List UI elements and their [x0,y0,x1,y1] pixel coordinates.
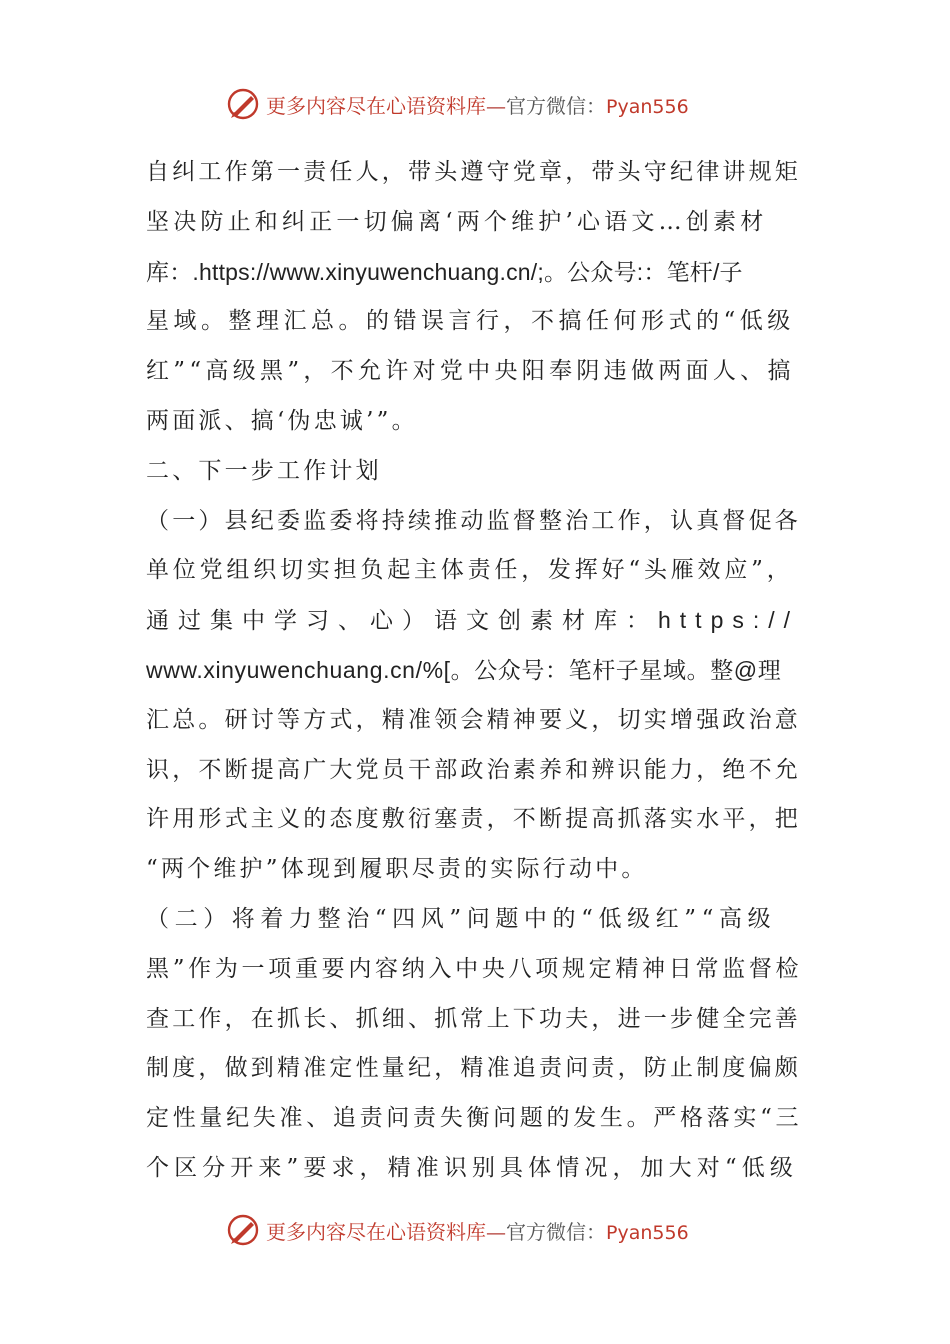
text-line: 坚决防止和纠正一切偏离‘两个维护’心语文…创素材 [146,208,768,235]
text-line: 制度，做到精准定性量纪，精准追责问责，防止制度偏颇 [146,1055,801,1082]
text-line: 库：.https://www.xinyuwenchuang.cn/;。公众号:：笔杆/子 [146,258,743,285]
header-banner [0,84,950,124]
footer-banner [0,1210,950,1250]
text-line: 两面派、搞‘伪忠诚’”。 [146,407,418,434]
pen-logo-icon [226,87,260,121]
document-body [146,148,806,1194]
text-line: 自纠工作第一责任人，带头遵守党章，带头守纪律讲规矩 [146,159,801,185]
banner-title: 更多内容尽在心语资料库 [266,93,486,118]
text-line: 个区分开来”要求，精准识别具体情况，加大对“低级 [146,1154,798,1181]
pen-logo-icon [226,1213,260,1247]
text-line: （二）将着力整治“四风”问题中的“低级红”“高级 [146,905,777,932]
text-line: 查工作，在抓长、抓细、抓常上下功夫，进一步健全完善 [146,1005,801,1032]
text-line: 星域。整理汇总。的错误言行，不搞任何形式的“低级 [146,308,795,335]
banner-text [266,1216,689,1245]
text-line: （一）县纪委监委将持续推动监督整治工作，认真督促各 [146,507,801,534]
text-line: www.xinyuwenchuang.cn/%[。公众号：笔杆子星域。整@理 [146,656,782,683]
text-line: 定性量纪失准、追责问责失衡问题的发生。严格落实“三 [146,1105,803,1132]
text-line: 许用形式主义的态度敷衍塞责，不断提高抓落实水平，把 [146,806,801,833]
banner-wechat-id: Pyan556 [606,1221,689,1244]
banner-dash: — [486,93,506,118]
section-heading: 二、下一步工作计划 [146,457,382,484]
banner-wechat-label: 官方微信： [506,93,606,118]
banner-wechat-label: 官方微信： [506,1219,606,1244]
text-line: “两个维护”体现到履职尽责的实际行动中。 [146,856,648,883]
text-line: 单位党组织切实担负起主体责任，发挥好“头雁效应”， [146,557,794,584]
text-line: 汇总。研讨等方式，精准领会精神要义，切实增强政治意 [146,706,801,733]
banner-text [266,90,689,119]
text-line: 通过集中学习、心）语文创素材库：https:// [146,607,800,634]
text-line: 识，不断提高广大党员干部政治素养和辨识能力，绝不允 [146,756,801,783]
text-line: 红”“高级黑”，不允许对党中央阳奉阴违做两面人、搞 [146,358,795,385]
banner-title: 更多内容尽在心语资料库 [266,1219,486,1244]
text-line: 黑”作为一项重要内容纳入中央八项规定精神日常监督检 [146,955,803,982]
banner-wechat-id: Pyan556 [606,95,689,118]
banner-dash: — [486,1219,506,1244]
